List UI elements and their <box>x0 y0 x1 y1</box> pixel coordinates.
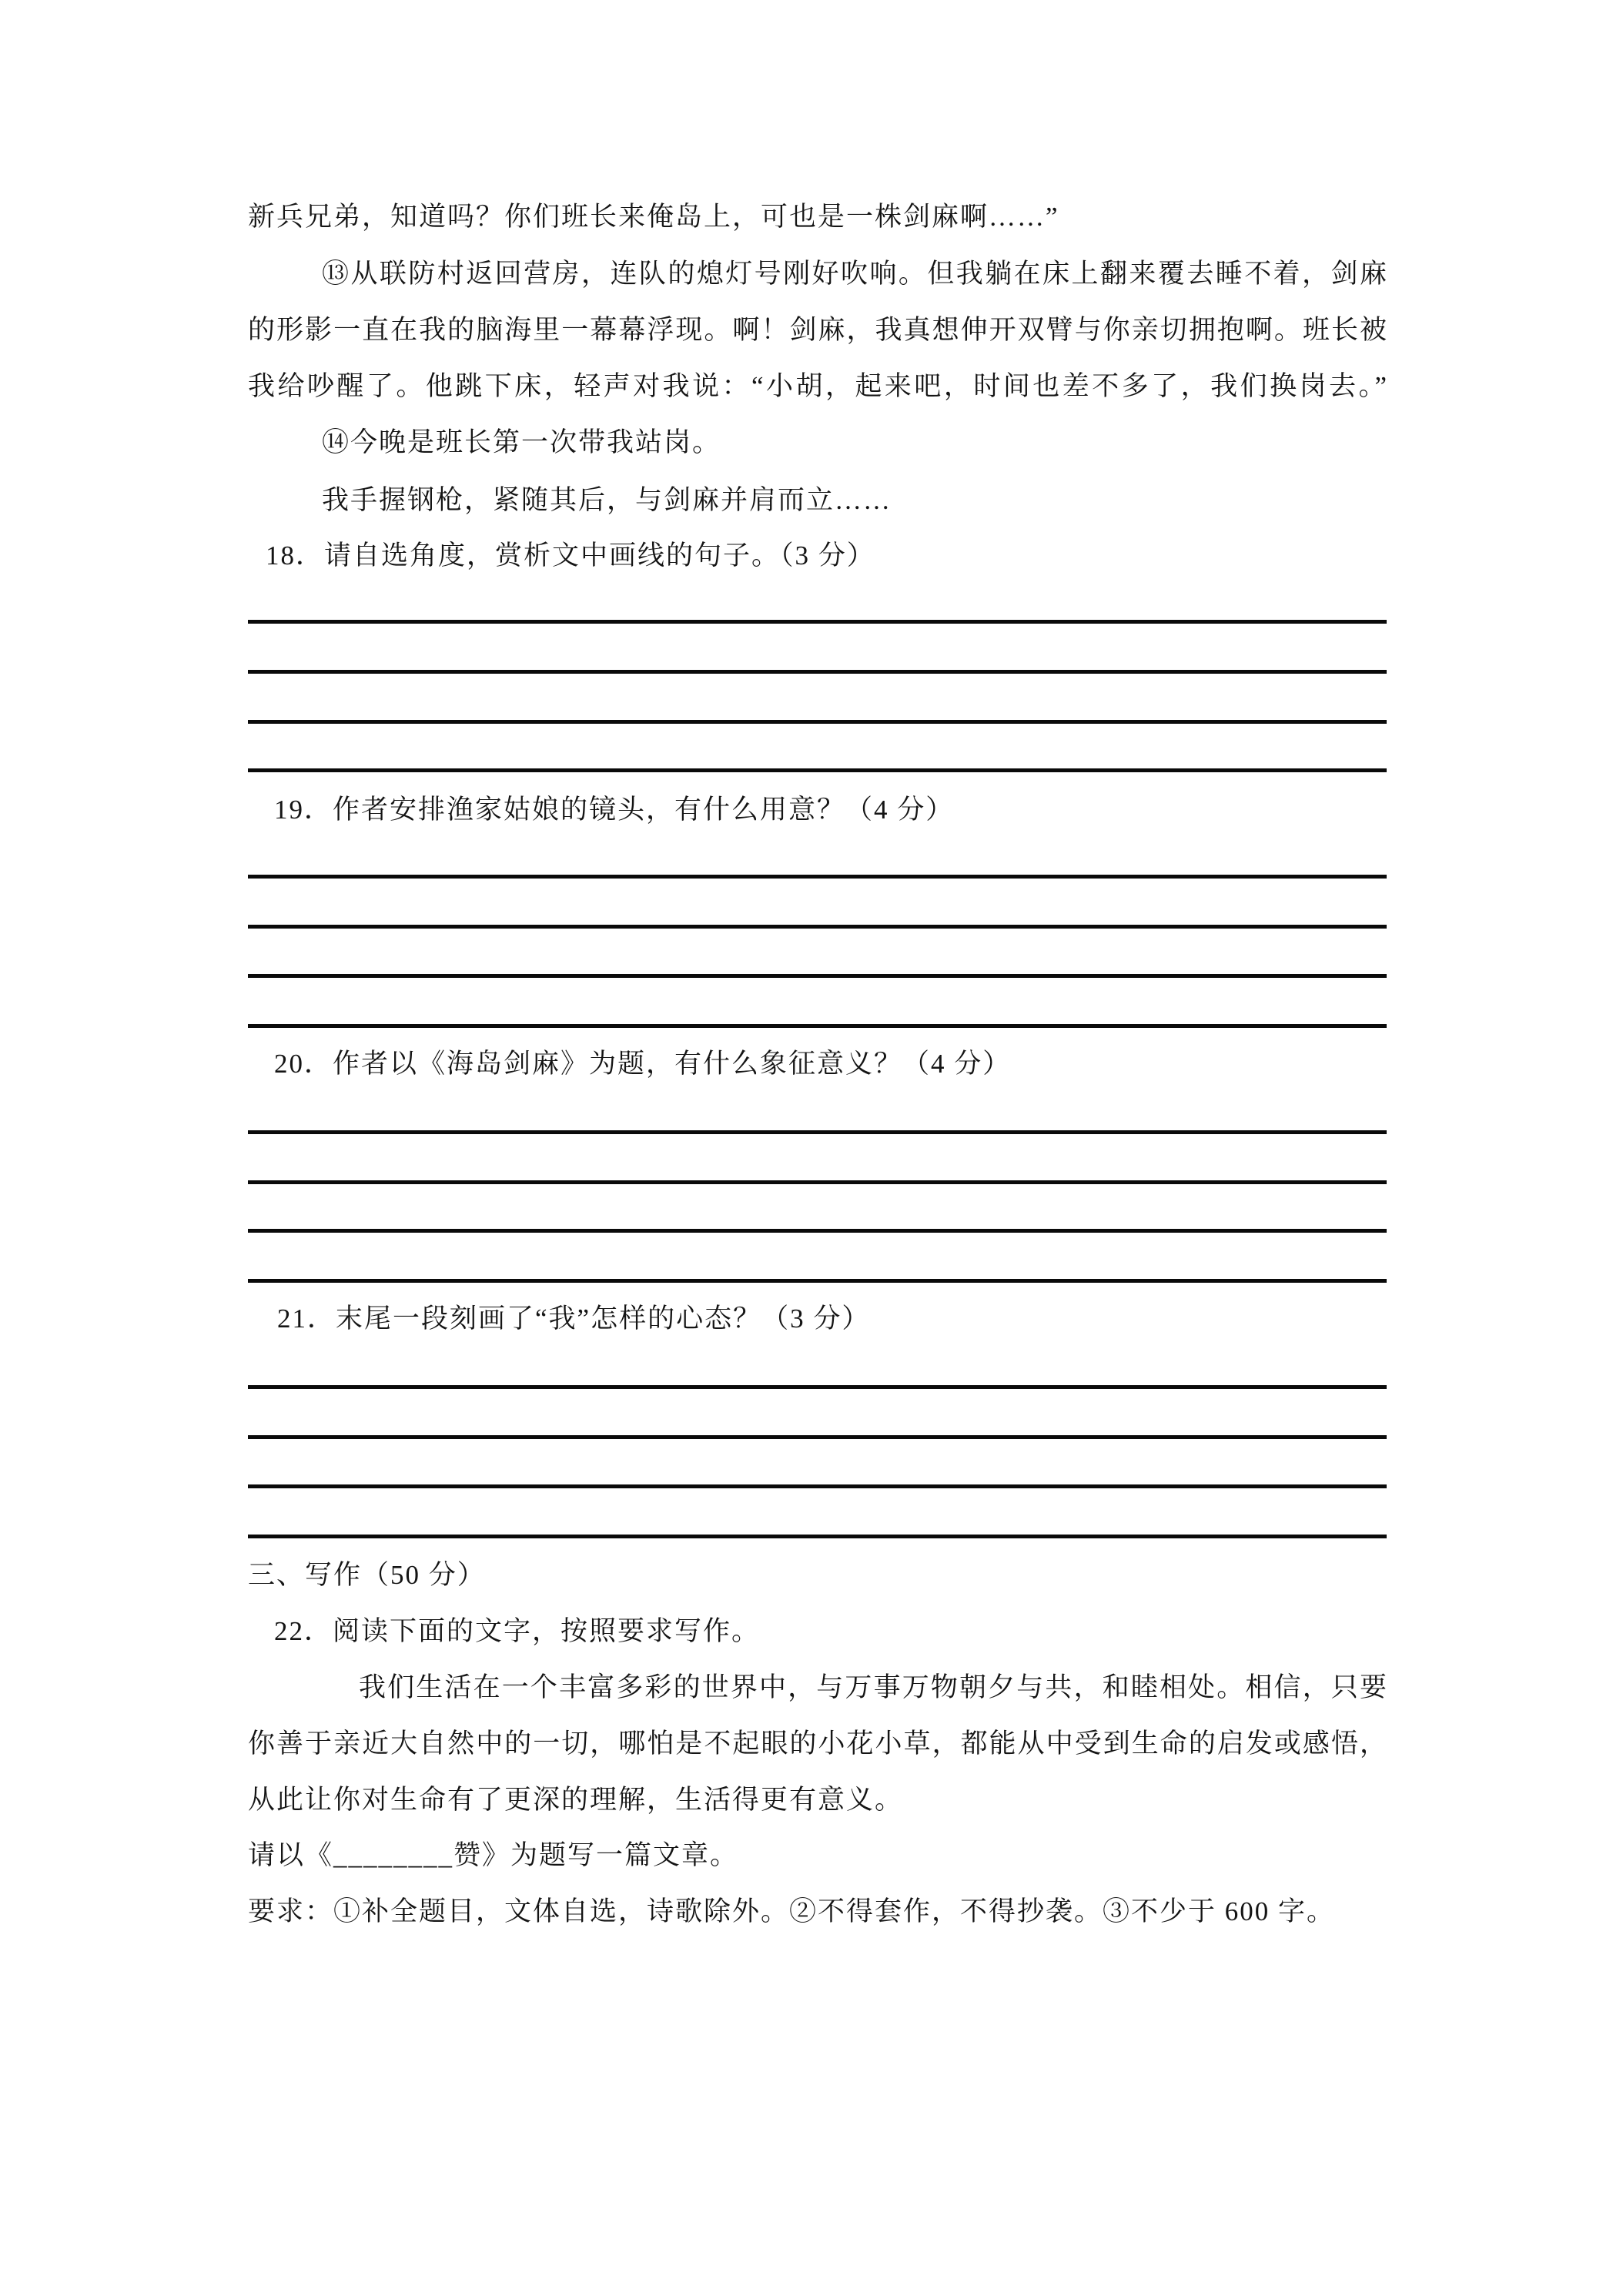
paragraph-13-line-3: 我给吵醒了。他跳下床，轻声对我说：“小胡，起来吧，时间也差不多了，我们换岗去。” <box>248 371 1387 401</box>
paragraph-13-line-1: ⑬从联防村返回营房，连队的熄灯号刚好吹响。但我躺在床上翻来覆去睡不着，剑麻 <box>322 259 1387 289</box>
answer-line <box>248 768 1387 772</box>
paragraph-14: ⑭今晚是班长第一次带我站岗。 <box>322 427 721 457</box>
material-line-2: 你善于亲近大自然中的一切，哪怕是不起眼的小花小草，都能从中受到生命的启发或感悟， <box>248 1729 1387 1759</box>
answer-line <box>248 1024 1387 1028</box>
question-20: 20．作者以《海岛剑麻》为题，有什么象征意义？（4 分） <box>274 1049 1012 1079</box>
material-line-3: 从此让你对生命有了更深的理解，生活得更有意义。 <box>248 1785 904 1815</box>
section-heading-writing: 三、写作（50 分） <box>248 1560 486 1590</box>
answer-line <box>248 875 1387 879</box>
answer-line <box>248 925 1387 929</box>
answer-line <box>248 1435 1387 1439</box>
material-line-1: 我们生活在一个丰富多彩的世界中，与万事万物朝夕与共，和睦相处。相信，只要 <box>359 1672 1387 1702</box>
answer-line <box>248 670 1387 674</box>
answer-line <box>248 1180 1387 1184</box>
answer-line <box>248 1535 1387 1538</box>
answer-line <box>248 1130 1387 1134</box>
answer-line <box>248 620 1387 624</box>
answer-line <box>248 1229 1387 1233</box>
last-paragraph: 我手握钢枪，紧随其后，与剑麻并肩而立…… <box>322 485 892 515</box>
passage-line-1: 新兵兄弟，知道吗？你们班长来俺岛上，可也是一株剑麻啊……” <box>248 202 1059 232</box>
answer-line <box>248 974 1387 978</box>
question-19: 19．作者安排渔家姑娘的镜头，有什么用意？（4 分） <box>274 795 955 825</box>
question-21: 21．末尾一段刻画了“我”怎样的心态？（3 分） <box>277 1304 871 1334</box>
question-22: 22．阅读下面的文字，按照要求写作。 <box>274 1616 761 1646</box>
answer-line <box>248 1484 1387 1488</box>
answer-line <box>248 1385 1387 1389</box>
writing-prompt: 请以《________赞》为题写一篇文章。 <box>248 1840 739 1870</box>
answer-line <box>248 720 1387 724</box>
writing-requirements: 要求：①补全题目，文体自选，诗歌除外。②不得套作，不得抄袭。③不少于 600 字。 <box>248 1896 1336 1926</box>
answer-line <box>248 1279 1387 1283</box>
paragraph-13-line-2: 的形影一直在我的脑海里一幕幕浮现。啊！剑麻，我真想伸开双臂与你亲切拥抱啊。班长被 <box>248 315 1387 345</box>
question-18: 18．请自选角度，赏析文中画线的句子。（3 分） <box>266 541 875 571</box>
